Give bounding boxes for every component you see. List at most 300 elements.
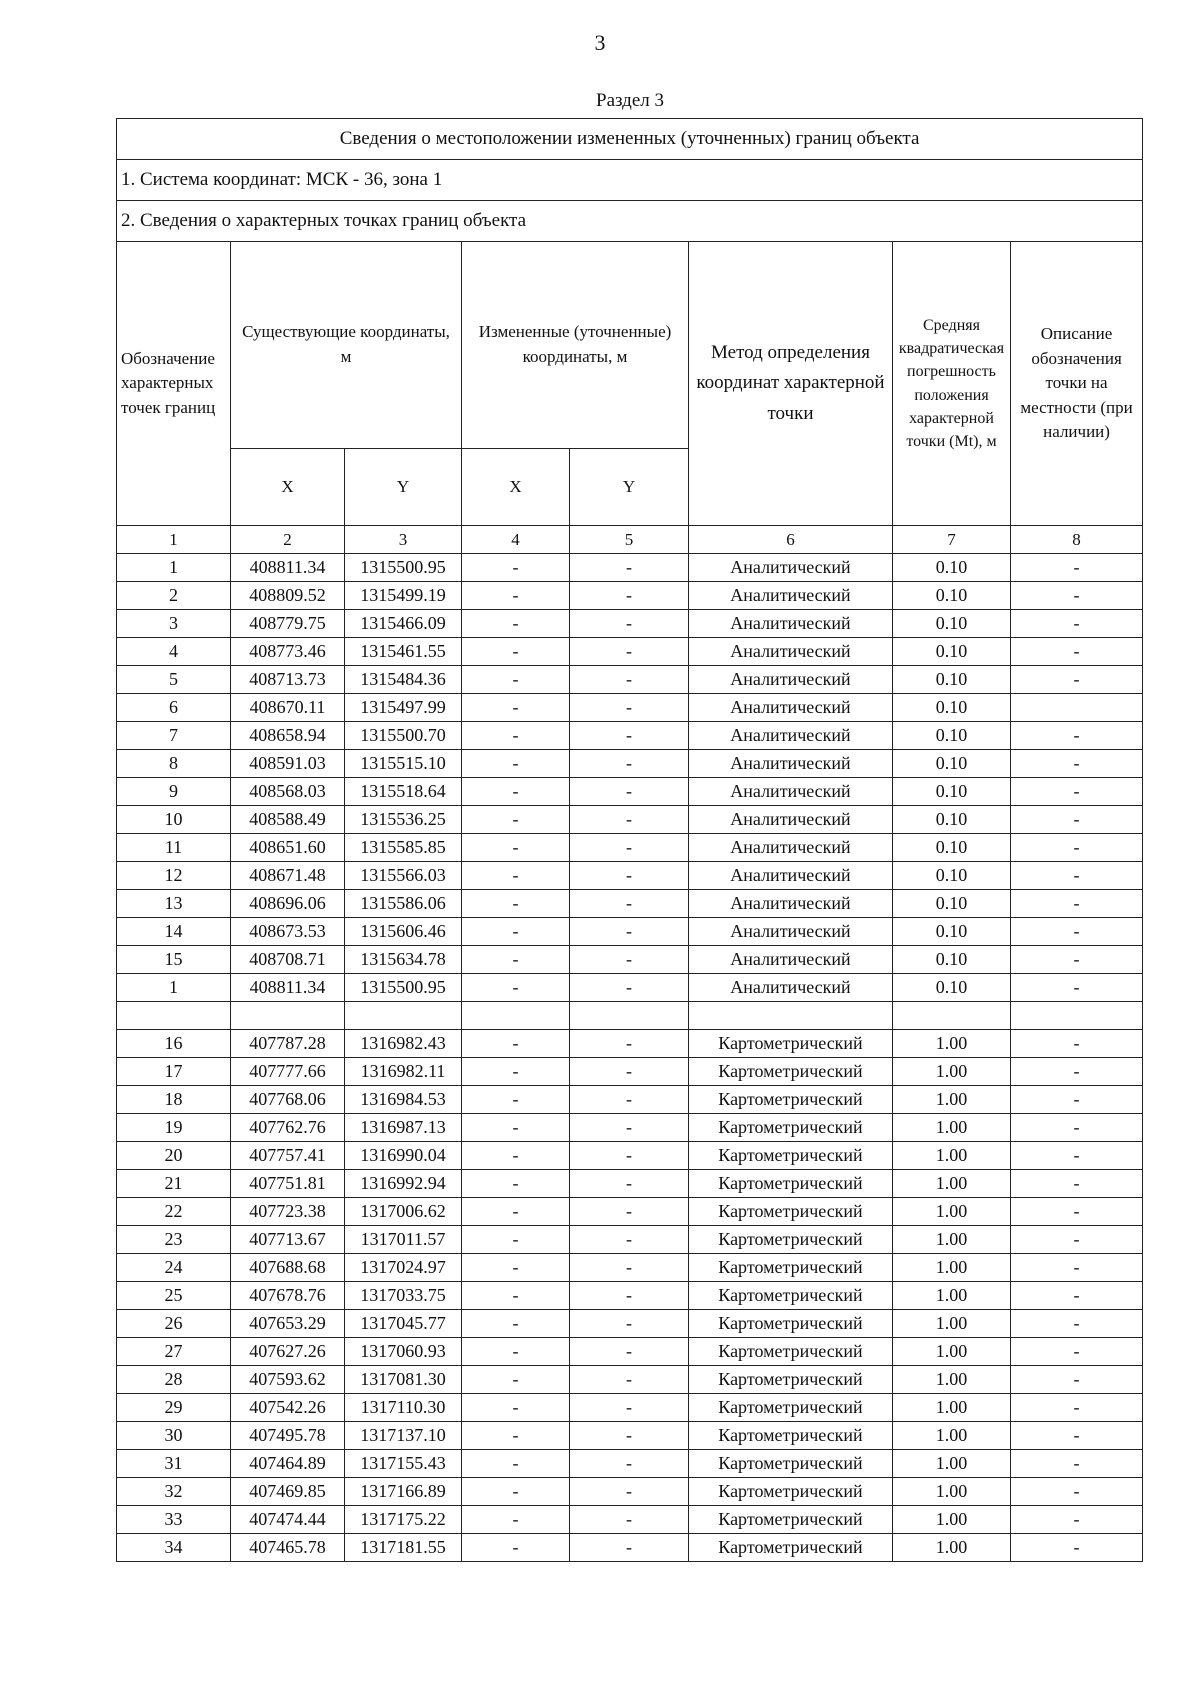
cell-existing-y: 1317011.57 (345, 1226, 462, 1254)
table-row (117, 834, 1143, 862)
column-number-row (117, 526, 1143, 554)
table-row (117, 1002, 1143, 1030)
cell-changed-y: - (570, 1506, 689, 1534)
cell-existing-y: 1316982.11 (345, 1058, 462, 1086)
table-row (117, 582, 1143, 610)
cell-method: Картометрический (689, 1254, 893, 1282)
cell-point-number: 21 (117, 1170, 231, 1198)
cell-existing-y: 1317175.22 (345, 1506, 462, 1534)
cell-existing-x: 408696.06 (231, 890, 345, 918)
cell-error (893, 1002, 1011, 1030)
cell-existing-x: 407464.89 (231, 1450, 345, 1478)
cell-changed-y: - (570, 946, 689, 974)
cell-changed-x: - (462, 722, 570, 750)
cell-point-number: 6 (117, 694, 231, 722)
cell-error: 1.00 (893, 1142, 1011, 1170)
cell-point-number: 1 (117, 554, 231, 582)
cell-existing-x: 408779.75 (231, 610, 345, 638)
cell-existing-x: 407465.78 (231, 1534, 345, 1562)
cell-changed-y: - (570, 806, 689, 834)
cell-changed-y: - (570, 778, 689, 806)
cell-changed-x: - (462, 1394, 570, 1422)
cell-changed-y: - (570, 1142, 689, 1170)
cell-description: - (1011, 1114, 1143, 1142)
cell-point-number: 11 (117, 834, 231, 862)
cell-changed-x: - (462, 1142, 570, 1170)
cell-changed-x: - (462, 1422, 570, 1450)
cell-error: 0.10 (893, 806, 1011, 834)
cell-point-number: 25 (117, 1282, 231, 1310)
column-number: 4 (462, 526, 570, 554)
cell-method: Аналитический (689, 918, 893, 946)
cell-changed-x (462, 1002, 570, 1030)
cell-description (1011, 1002, 1143, 1030)
table-row (117, 1170, 1143, 1198)
cell-point-number: 4 (117, 638, 231, 666)
cell-method: Аналитический (689, 974, 893, 1002)
cell-existing-y: 1317137.10 (345, 1422, 462, 1450)
cell-existing-x: 407713.67 (231, 1226, 345, 1254)
cell-changed-y: - (570, 1338, 689, 1366)
cell-changed-x: - (462, 1058, 570, 1086)
cell-error: 1.00 (893, 1086, 1011, 1114)
cell-changed-y: - (570, 1114, 689, 1142)
cell-description: - (1011, 1366, 1143, 1394)
cell-existing-y: 1315461.55 (345, 638, 462, 666)
cell-error: 0.10 (893, 582, 1011, 610)
cell-existing-x: 407762.76 (231, 1114, 345, 1142)
cell-existing-y: 1315518.64 (345, 778, 462, 806)
cell-existing-x: 407469.85 (231, 1478, 345, 1506)
table-row (117, 890, 1143, 918)
table-row (117, 974, 1143, 1002)
table-row (117, 1394, 1143, 1422)
cell-description: - (1011, 638, 1143, 666)
cell-changed-x: - (462, 1478, 570, 1506)
cell-existing-x: 407723.38 (231, 1198, 345, 1226)
cell-existing-x: 407495.78 (231, 1422, 345, 1450)
cell-existing-x: 407678.76 (231, 1282, 345, 1310)
cell-description: - (1011, 806, 1143, 834)
cell-changed-y: - (570, 1086, 689, 1114)
cell-existing-x: 408713.73 (231, 666, 345, 694)
cell-point-number: 1 (117, 974, 231, 1002)
table-row (117, 1226, 1143, 1254)
cell-error: 1.00 (893, 1254, 1011, 1282)
cell-changed-y: - (570, 862, 689, 890)
cell-description: - (1011, 1058, 1143, 1086)
coordinate-system: 1. Система координат: МСК - 36, зона 1 (117, 160, 1143, 201)
cell-description: - (1011, 1394, 1143, 1422)
cell-error: 0.10 (893, 918, 1011, 946)
cell-existing-x: 408811.34 (231, 554, 345, 582)
cell-changed-y: - (570, 666, 689, 694)
cell-existing-y: 1315566.03 (345, 862, 462, 890)
cell-changed-y: - (570, 722, 689, 750)
cell-method: Аналитический (689, 946, 893, 974)
cell-point-number: 23 (117, 1226, 231, 1254)
cell-changed-y: - (570, 1254, 689, 1282)
cell-existing-x: 407751.81 (231, 1170, 345, 1198)
cell-error: 0.10 (893, 890, 1011, 918)
column-number: 1 (117, 526, 231, 554)
cell-method: Аналитический (689, 806, 893, 834)
header-changed-x: X (462, 449, 570, 526)
table-row (117, 750, 1143, 778)
cell-error: 1.00 (893, 1310, 1011, 1338)
cell-error: 0.10 (893, 750, 1011, 778)
cell-method: Аналитический (689, 862, 893, 890)
cell-changed-y: - (570, 750, 689, 778)
cell-changed-x: - (462, 1170, 570, 1198)
cell-error: 0.10 (893, 946, 1011, 974)
cell-error: 1.00 (893, 1534, 1011, 1562)
cell-point-number: 10 (117, 806, 231, 834)
cell-error: 0.10 (893, 974, 1011, 1002)
cell-description: - (1011, 1450, 1143, 1478)
table-row (117, 1450, 1143, 1478)
cell-point-number: 18 (117, 1086, 231, 1114)
cell-method: Картометрический (689, 1282, 893, 1310)
cell-method: Картометрический (689, 1086, 893, 1114)
table-row (117, 1142, 1143, 1170)
cell-description: - (1011, 778, 1143, 806)
cell-method: Картометрический (689, 1058, 893, 1086)
cell-description: - (1011, 890, 1143, 918)
cell-point-number: 9 (117, 778, 231, 806)
cell-changed-x: - (462, 666, 570, 694)
header-existing-x: X (231, 449, 345, 526)
cell-method: Картометрический (689, 1338, 893, 1366)
cell-description: - (1011, 1170, 1143, 1198)
table-row (117, 1534, 1143, 1562)
cell-existing-x: 408591.03 (231, 750, 345, 778)
cell-existing-x: 407688.68 (231, 1254, 345, 1282)
cell-changed-y: - (570, 1030, 689, 1058)
cell-point-number: 3 (117, 610, 231, 638)
cell-changed-y: - (570, 694, 689, 722)
cell-point-number: 26 (117, 1310, 231, 1338)
cell-description: - (1011, 1422, 1143, 1450)
table-row (117, 1310, 1143, 1338)
cell-description: - (1011, 946, 1143, 974)
cell-existing-y: 1315484.36 (345, 666, 462, 694)
cell-changed-y: - (570, 1478, 689, 1506)
cell-changed-x: - (462, 1450, 570, 1478)
cell-existing-x: 407768.06 (231, 1086, 345, 1114)
cell-changed-x: - (462, 862, 570, 890)
cell-method: Аналитический (689, 554, 893, 582)
cell-description: - (1011, 722, 1143, 750)
cell-existing-x: 407593.62 (231, 1366, 345, 1394)
table-row (117, 1366, 1143, 1394)
cell-description: - (1011, 1534, 1143, 1562)
cell-point-number: 34 (117, 1534, 231, 1562)
column-number: 2 (231, 526, 345, 554)
cell-existing-y: 1316992.94 (345, 1170, 462, 1198)
cell-error: 0.10 (893, 666, 1011, 694)
cell-error: 1.00 (893, 1450, 1011, 1478)
cell-point-number: 32 (117, 1478, 231, 1506)
cell-changed-x: - (462, 582, 570, 610)
header-changed-coordinates: Измененные (уточненные) координаты, м (462, 242, 689, 449)
cell-method: Картометрический (689, 1422, 893, 1450)
cell-point-number: 8 (117, 750, 231, 778)
cell-error: 1.00 (893, 1478, 1011, 1506)
cell-existing-y: 1316982.43 (345, 1030, 462, 1058)
cell-error: 0.10 (893, 638, 1011, 666)
cell-existing-x (231, 1002, 345, 1030)
cell-existing-y: 1317033.75 (345, 1282, 462, 1310)
cell-existing-x: 407787.28 (231, 1030, 345, 1058)
table-row (117, 918, 1143, 946)
cell-changed-x: - (462, 1114, 570, 1142)
table-row (117, 610, 1143, 638)
cell-method: Аналитический (689, 582, 893, 610)
cell-changed-y: - (570, 1450, 689, 1478)
cell-changed-x: - (462, 610, 570, 638)
cell-description: - (1011, 918, 1143, 946)
cell-method: Аналитический (689, 694, 893, 722)
cell-method: Картометрический (689, 1226, 893, 1254)
cell-changed-x: - (462, 1282, 570, 1310)
cell-existing-x: 408673.53 (231, 918, 345, 946)
cell-existing-x: 407542.26 (231, 1394, 345, 1422)
cell-changed-x: - (462, 1506, 570, 1534)
cell-changed-y: - (570, 554, 689, 582)
cell-point-number: 19 (117, 1114, 231, 1142)
table-row (117, 1058, 1143, 1086)
table-title: Сведения о местоположении измененных (уточненных) границ объекта (117, 119, 1143, 160)
cell-point-number: 7 (117, 722, 231, 750)
cell-method: Картометрический (689, 1198, 893, 1226)
table-row (117, 1254, 1143, 1282)
cell-point-number: 30 (117, 1422, 231, 1450)
cell-existing-x: 408809.52 (231, 582, 345, 610)
cell-error: 0.10 (893, 862, 1011, 890)
cell-changed-x: - (462, 1338, 570, 1366)
cell-existing-y: 1315497.99 (345, 694, 462, 722)
cell-existing-y: 1315500.95 (345, 974, 462, 1002)
cell-point-number (117, 1002, 231, 1030)
table-row (117, 1282, 1143, 1310)
cell-changed-x: - (462, 834, 570, 862)
cell-error: 1.00 (893, 1170, 1011, 1198)
cell-method: Картометрический (689, 1506, 893, 1534)
cell-changed-y: - (570, 918, 689, 946)
table-row (117, 1086, 1143, 1114)
column-number: 5 (570, 526, 689, 554)
table-row (117, 1506, 1143, 1534)
cell-point-number: 22 (117, 1198, 231, 1226)
table-row (117, 638, 1143, 666)
cell-changed-x: - (462, 778, 570, 806)
table-row (117, 1030, 1143, 1058)
cell-point-number: 31 (117, 1450, 231, 1478)
cell-description: - (1011, 1254, 1143, 1282)
column-number: 7 (893, 526, 1011, 554)
cell-existing-x: 408588.49 (231, 806, 345, 834)
cell-existing-y: 1317006.62 (345, 1198, 462, 1226)
table-row (117, 554, 1143, 582)
cell-error: 0.10 (893, 694, 1011, 722)
cell-method: Картометрический (689, 1450, 893, 1478)
cell-changed-x: - (462, 918, 570, 946)
header-changed-y: Y (570, 449, 689, 526)
cell-changed-y: - (570, 582, 689, 610)
table-row (117, 778, 1143, 806)
cell-changed-x: - (462, 1030, 570, 1058)
cell-existing-y: 1315586.06 (345, 890, 462, 918)
cell-error: 0.10 (893, 778, 1011, 806)
cell-description: - (1011, 1506, 1143, 1534)
cell-existing-y: 1317110.30 (345, 1394, 462, 1422)
cell-existing-x: 408708.71 (231, 946, 345, 974)
cell-description: - (1011, 1338, 1143, 1366)
cell-method: Картометрический (689, 1534, 893, 1562)
cell-error: 1.00 (893, 1394, 1011, 1422)
cell-method: Картометрический (689, 1142, 893, 1170)
cell-existing-x: 408811.34 (231, 974, 345, 1002)
cell-description: - (1011, 750, 1143, 778)
cell-point-number: 29 (117, 1394, 231, 1422)
cell-changed-x: - (462, 1198, 570, 1226)
cell-existing-y: 1316990.04 (345, 1142, 462, 1170)
cell-description: - (1011, 666, 1143, 694)
cell-changed-y: - (570, 890, 689, 918)
cell-existing-x: 408658.94 (231, 722, 345, 750)
column-number: 8 (1011, 526, 1143, 554)
cell-changed-x: - (462, 946, 570, 974)
cell-changed-x: - (462, 1534, 570, 1562)
cell-changed-y: - (570, 1394, 689, 1422)
cell-error: 1.00 (893, 1338, 1011, 1366)
cell-point-number: 33 (117, 1506, 231, 1534)
cell-description: - (1011, 554, 1143, 582)
cell-changed-x: - (462, 1366, 570, 1394)
cell-description: - (1011, 582, 1143, 610)
cell-description: - (1011, 1310, 1143, 1338)
cell-method: Картометрический (689, 1170, 893, 1198)
cell-method: Аналитический (689, 638, 893, 666)
column-number: 6 (689, 526, 893, 554)
cell-existing-x: 407777.66 (231, 1058, 345, 1086)
cell-method: Картометрический (689, 1394, 893, 1422)
cell-changed-y: - (570, 834, 689, 862)
cell-description: - (1011, 974, 1143, 1002)
cell-point-number: 15 (117, 946, 231, 974)
cell-error: 0.10 (893, 834, 1011, 862)
table-row (117, 946, 1143, 974)
cell-changed-x: - (462, 554, 570, 582)
header-error: Средняя квадратическая погрешность положения характерной точки (Mt), м (893, 242, 1011, 526)
cell-error: 1.00 (893, 1506, 1011, 1534)
column-number: 3 (345, 526, 462, 554)
boundary-points-table (116, 118, 1143, 1562)
cell-method: Картометрический (689, 1030, 893, 1058)
cell-existing-y: 1315515.10 (345, 750, 462, 778)
cell-changed-x: - (462, 1310, 570, 1338)
cell-changed-x: - (462, 638, 570, 666)
table-row (117, 694, 1143, 722)
table-row (117, 1478, 1143, 1506)
cell-existing-y: 1315500.95 (345, 554, 462, 582)
cell-point-number: 28 (117, 1366, 231, 1394)
cell-changed-y: - (570, 1226, 689, 1254)
cell-existing-y: 1317045.77 (345, 1310, 462, 1338)
cell-point-number: 27 (117, 1338, 231, 1366)
cell-point-number: 2 (117, 582, 231, 610)
table-row (117, 862, 1143, 890)
table-row (117, 1422, 1143, 1450)
cell-existing-y: 1315606.46 (345, 918, 462, 946)
cell-error: 1.00 (893, 1282, 1011, 1310)
cell-method: Аналитический (689, 722, 893, 750)
header-method: Метод определения координат характерной точки (689, 242, 893, 526)
cell-existing-y: 1317181.55 (345, 1534, 462, 1562)
cell-existing-y: 1315466.09 (345, 610, 462, 638)
cell-description: - (1011, 1282, 1143, 1310)
cell-point-number: 5 (117, 666, 231, 694)
cell-changed-y: - (570, 1422, 689, 1450)
cell-existing-x: 408671.48 (231, 862, 345, 890)
cell-changed-x: - (462, 1226, 570, 1254)
cell-method: Аналитический (689, 778, 893, 806)
cell-changed-y: - (570, 1282, 689, 1310)
cell-description: - (1011, 1086, 1143, 1114)
cell-existing-x: 407474.44 (231, 1506, 345, 1534)
cell-method: Картометрический (689, 1478, 893, 1506)
cell-changed-y: - (570, 1366, 689, 1394)
cell-existing-y: 1316987.13 (345, 1114, 462, 1142)
cell-existing-y: 1316984.53 (345, 1086, 462, 1114)
cell-existing-x: 408670.11 (231, 694, 345, 722)
section-label: Раздел 3 (596, 90, 664, 111)
points-heading: 2. Сведения о характерных точках границ объекта (117, 201, 1143, 242)
cell-changed-x: - (462, 974, 570, 1002)
cell-existing-x: 408773.46 (231, 638, 345, 666)
cell-changed-x: - (462, 1254, 570, 1282)
cell-method: Аналитический (689, 610, 893, 638)
cell-changed-y: - (570, 1534, 689, 1562)
cell-method: Картометрический (689, 1366, 893, 1394)
cell-existing-y: 1315500.70 (345, 722, 462, 750)
cell-existing-x: 407757.41 (231, 1142, 345, 1170)
cell-point-number: 24 (117, 1254, 231, 1282)
cell-description: - (1011, 1030, 1143, 1058)
cell-error: 0.10 (893, 610, 1011, 638)
cell-existing-x: 407653.29 (231, 1310, 345, 1338)
cell-description: - (1011, 862, 1143, 890)
cell-changed-y: - (570, 974, 689, 1002)
cell-point-number: 12 (117, 862, 231, 890)
table-row (117, 722, 1143, 750)
cell-existing-y: 1315634.78 (345, 946, 462, 974)
cell-method: Картометрический (689, 1310, 893, 1338)
cell-existing-y: 1317155.43 (345, 1450, 462, 1478)
cell-description (1011, 694, 1143, 722)
table-row (117, 1114, 1143, 1142)
cell-changed-y: - (570, 1170, 689, 1198)
cell-error: 1.00 (893, 1030, 1011, 1058)
cell-method (689, 1002, 893, 1030)
cell-existing-y: 1315536.25 (345, 806, 462, 834)
cell-existing-y: 1315499.19 (345, 582, 462, 610)
cell-error: 0.10 (893, 554, 1011, 582)
cell-changed-x: - (462, 694, 570, 722)
cell-error: 1.00 (893, 1114, 1011, 1142)
cell-existing-x: 407627.26 (231, 1338, 345, 1366)
